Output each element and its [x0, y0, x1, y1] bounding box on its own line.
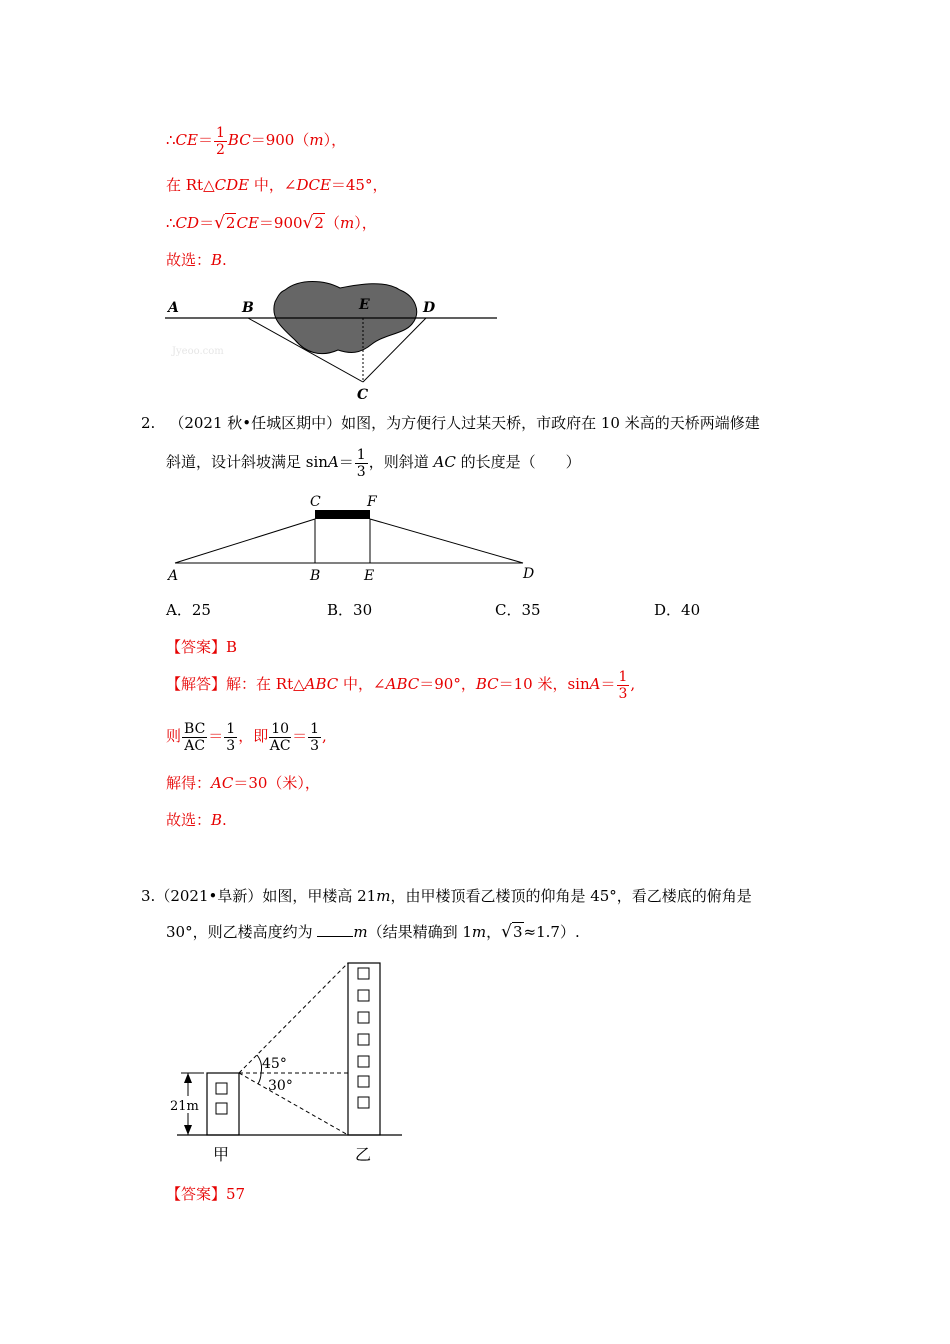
buildings-figure [165, 955, 415, 1170]
window [216, 1083, 227, 1094]
window [358, 1097, 369, 1108]
fraction-one-third: $\frac{1}{3}$ [618, 668, 628, 702]
fraction-bc-ac: $\frac{BC}{AC}$ [184, 720, 206, 754]
sqrt-three: √3 [501, 922, 523, 942]
window [358, 1076, 369, 1087]
bridge-figure [165, 490, 545, 585]
label-a: A [168, 568, 179, 584]
sol1-line2: 在 Rt△CDE 中，∠DCE＝45°， [166, 176, 388, 194]
sol1-line4: 故选：B. [166, 251, 227, 269]
option-a[interactable]: A．25 [166, 601, 211, 619]
q3-line1: 3.（2021•阜新）如图，甲楼高 21m，由甲楼顶看乙楼顶的仰角是 45°，看乙楼底的俯角是 [141, 887, 752, 905]
fraction-one-half: $\frac{1}{2}$ [216, 124, 225, 158]
option-c[interactable]: C．35 [495, 601, 541, 619]
fraction-one-third: $\frac{1}{3}$ [356, 446, 366, 480]
lake-figure [160, 272, 505, 402]
q2-line1: 2. （2021 秋•任城区期中）如图，为方便行人过某天桥，市政府在 10 米高的天桥两端修建 [141, 414, 760, 432]
label-b: B [242, 300, 254, 316]
window [216, 1103, 227, 1114]
arrow-down-icon [184, 1125, 192, 1135]
building-yi [348, 963, 380, 1135]
q2-solution-line3: 解得：AC＝30（米）， [166, 774, 320, 792]
option-b[interactable]: B．30 [327, 601, 373, 619]
bridge-deck [315, 510, 370, 519]
arrow-up-icon [184, 1073, 192, 1083]
sight-line-elevation [239, 963, 348, 1073]
label-b: B [310, 568, 321, 584]
q2-answer: 【答案】B [166, 638, 238, 656]
angle-arc-45 [257, 1055, 262, 1073]
height-label: 21m [170, 1099, 199, 1114]
fraction-one-third: $\frac{1}{3}$ [310, 720, 319, 754]
building-yi-label: 乙 [355, 1145, 372, 1164]
sol1-line1: ∴CE＝ $\frac{1}{2}$ BC＝900（m）， [166, 124, 347, 158]
watermark: Jyeoo.com [172, 346, 224, 357]
sol1-line3: ∴CD＝√2CE＝900√2（m）， [166, 213, 377, 233]
q2-solution-line1: 【解答】解：在 Rt△ABC 中，∠ABC＝90°，BC＝10 米，sinA＝ $\frac{1}{3}$ , [166, 668, 636, 702]
angle-label-30: 30° [268, 1078, 293, 1094]
slope-fd [370, 519, 523, 563]
sight-line-depression [239, 1073, 348, 1135]
q2-line2: 斜道，设计斜坡满足 sinA＝ $\frac{1}{3}$ ，则斜道 AC 的长度是（ ） [166, 446, 581, 480]
label-e: E [359, 297, 370, 313]
window [358, 1056, 369, 1067]
label-f: F [367, 494, 377, 510]
label-a: A [168, 300, 179, 316]
q2-solution-line4: 故选：B. [166, 811, 227, 829]
q2-solution-line2: 则 $\frac{BC}{AC}$ ＝ $\frac{1}{3}$ ，即 $\frac{10}{AC}$ ＝ $\frac{1}{3}$ , [166, 720, 327, 754]
label-d: D [423, 300, 436, 316]
sqrt-two: √2 [214, 213, 236, 233]
angle-arc-30 [258, 1073, 261, 1084]
q3-answer: 【答案】57 [166, 1185, 246, 1203]
window [358, 1012, 369, 1023]
answer-blank[interactable] [317, 922, 353, 937]
option-d[interactable]: D．40 [654, 601, 701, 619]
fraction-10-ac: $\frac{10}{AC}$ [269, 720, 291, 754]
fraction-one-third: $\frac{1}{3}$ [226, 720, 236, 754]
building-jia-label: 甲 [213, 1145, 230, 1164]
label-c: C [310, 494, 321, 510]
q3-line2: 30°，则乙楼高度约为 m（结果精确到 1m，√3≈1.7）. [166, 922, 580, 942]
window [358, 968, 369, 979]
label-e: E [364, 568, 375, 584]
label-c: C [357, 387, 369, 403]
window [358, 1034, 369, 1045]
angle-label-45: 45° [262, 1056, 287, 1072]
label-d: D [523, 566, 535, 582]
slope-ac [175, 519, 315, 563]
sqrt-two: √2 [302, 213, 324, 233]
window [358, 990, 369, 1001]
building-jia [207, 1073, 239, 1135]
